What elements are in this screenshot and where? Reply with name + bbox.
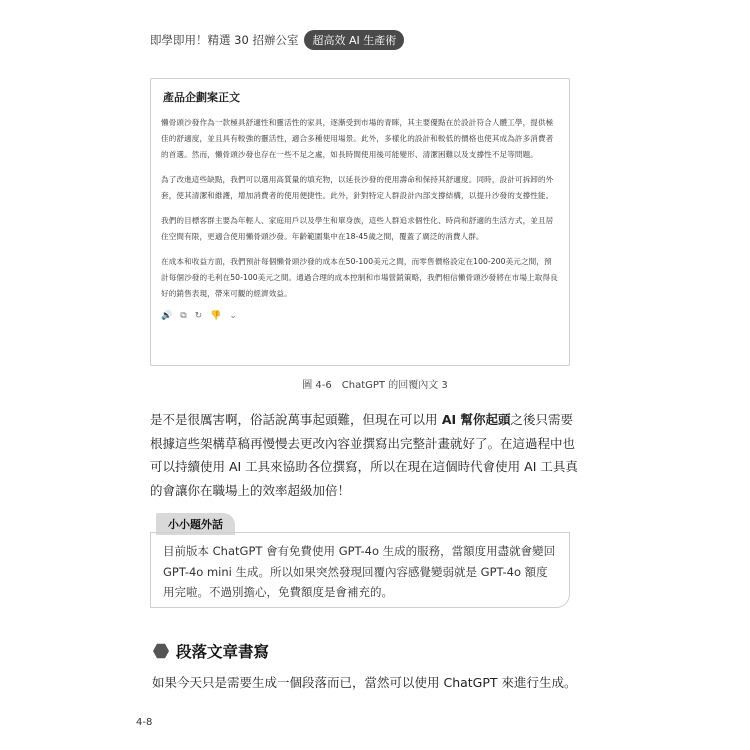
figure-title: 產品企劃案正文 bbox=[163, 91, 240, 104]
body-paragraph bbox=[150, 408, 580, 502]
header-tag: 超高效 AI 生產術 bbox=[304, 30, 404, 50]
figure-paragraph-1: 懶骨頭沙發作為一款極具舒適性和靈活性的家具，逐漸受到市場的青睞，其主要優點在於設計符合人體工學，提供極佳的舒適度，並且具有較強的靈活性，適合多種使用場景。此外，多樣化的設計和較低的價格也使其成為許多消費者的首選。然而，懶骨頭沙發也存在一些不足之處，如長時間使用後可能變形、清潔困難以及支撐性不足等問題。 bbox=[161, 118, 554, 159]
body-text-2: 之後只需要根據這些架構草稿再慢慢去更改內容並撰寫出完整計畫就好了。在這過程中也可以持續使用 AI 工具來協助各位撰寫，所以在現在這個時代會使用 AI 工具真的會讓你在職場上的效率超級加倍！ bbox=[150, 412, 578, 498]
body-text-1: 是不是很厲害啊，俗話說萬事起頭難，但現在可以用 bbox=[150, 412, 438, 427]
note-text: 目前版本 ChatGPT 會有免費使用 GPT-4o 生成的服務，當額度用盡就會變回 GPT-4o mini 生成。所以如果突然發現回覆內容感覺變弱就是 GPT-4o 額度用完啦。不過別擔心，免費額度是會補充的。 bbox=[163, 544, 556, 599]
figure-paragraph-3: 我們的目標客群主要為年輕人、家庭用戶以及學生和單身族，這些人群追求個性化、時尚和舒適的生活方式，並且居住空間有限，更適合使用懶骨頭沙發。年齡範圍集中在18-45歲之間，覆蓋了廣泛的消費人群。 bbox=[161, 216, 554, 241]
note-label: 小小題外話 bbox=[156, 513, 235, 535]
regenerate-icon[interactable]: ↻ bbox=[194, 311, 203, 321]
body-bold-text: AI 幫你起頭 bbox=[437, 412, 511, 427]
thumbs-down-icon[interactable]: 👎 bbox=[210, 311, 222, 321]
figure-paragraph-2: 為了改進這些缺點，我們可以選用高質量的填充物，以延長沙發的使用壽命和保持其舒適度。同時，設計可拆卸的外套，使其清潔和維護，增加消費者的使用便捷性。此外，針對特定人群設計內部支撐結構，以提升沙發的支撐性能。 bbox=[161, 175, 554, 200]
running-header bbox=[150, 30, 404, 50]
section-paragraph: 如果今天只是需要生成一個段落而已，當然可以使用 ChatGPT 來進行生成。 bbox=[152, 675, 577, 690]
more-chevron-icon[interactable]: ⌄ bbox=[229, 311, 237, 321]
copy-icon[interactable]: ⧉ bbox=[180, 311, 187, 321]
figure-caption: 圖 4-6 ChatGPT 的回覆內文 3 bbox=[302, 380, 448, 391]
read-aloud-icon[interactable]: 🔊 bbox=[161, 311, 173, 321]
section-title: 段落文章書寫 bbox=[176, 643, 270, 661]
note-box bbox=[150, 532, 570, 608]
hexagon-bullet-icon bbox=[153, 643, 169, 659]
sidebar-note bbox=[150, 513, 572, 609]
book-title: 即學即用！精選 30 招辦公室 bbox=[150, 33, 299, 47]
response-action-icons bbox=[161, 311, 559, 321]
chatgpt-screenshot-figure bbox=[150, 78, 570, 366]
page-number: 4-8 bbox=[136, 717, 153, 728]
section-heading bbox=[153, 640, 269, 662]
figure-paragraph-4: 在成本和收益方面，我們預計每個懶骨頭沙發的成本在50-100美元之間，而零售價格設定在100-200美元之間，預計每個沙發的毛利在50-100美元之間。通過合理的成本控制和市場營銷策略，我們相信懶骨頭沙發將在市場上取得良好的銷售表現，帶來可觀的經濟效益。 bbox=[161, 257, 558, 298]
